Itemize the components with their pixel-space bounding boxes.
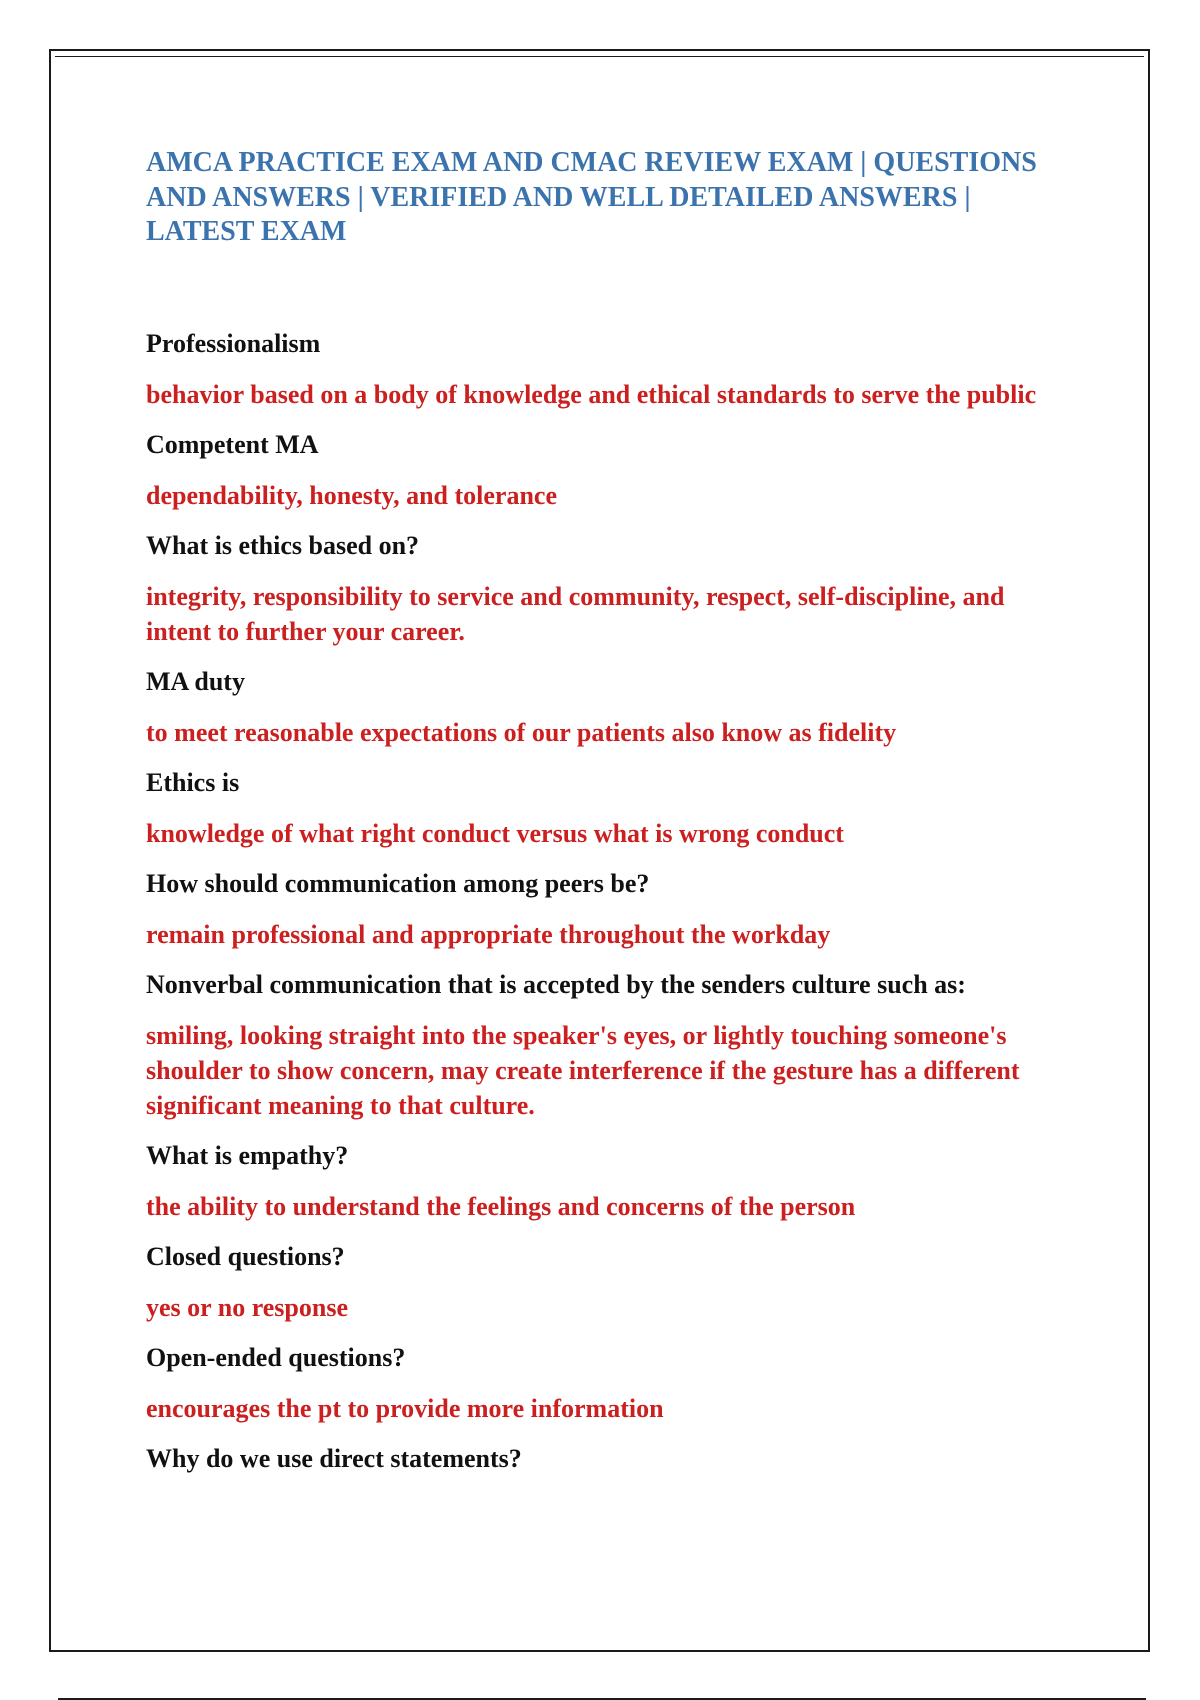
- qa-item: [146, 1441, 1066, 1477]
- answer-text: yes or no response: [146, 1292, 348, 1322]
- qa-item: [146, 1239, 1066, 1325]
- answer-text: the ability to understand the feelings and concerns of the person: [146, 1191, 856, 1221]
- question-text: Closed questions?: [146, 1241, 345, 1271]
- qa-item: [146, 528, 1066, 649]
- answer-text: knowledge of what right conduct versus what is wrong conduct: [146, 818, 844, 848]
- qa-list: [146, 326, 1066, 1477]
- question-text: What is empathy?: [146, 1140, 349, 1170]
- question-text: Why do we use direct statements?: [146, 1443, 522, 1473]
- answer-text: dependability, honesty, and tolerance: [146, 480, 557, 510]
- question-text: How should communication among peers be?: [146, 868, 650, 898]
- question-text: What is ethics based on?: [146, 530, 420, 560]
- qa-item: [146, 866, 1066, 952]
- qa-item: [146, 1340, 1066, 1426]
- question-text: Open-ended questions?: [146, 1342, 406, 1372]
- qa-item: [146, 664, 1066, 750]
- answer-text: encourages the pt to provide more information: [146, 1393, 664, 1423]
- question-text: Professionalism: [146, 328, 321, 358]
- page-border-top-rule: [55, 56, 1144, 57]
- answer-text: remain professional and appropriate throughout the workday: [146, 919, 831, 949]
- answer-text: integrity, responsibility to service and community, respect, self-discipline, and intent to further your career.: [146, 581, 1005, 646]
- qa-item: [146, 765, 1066, 851]
- qa-item: [146, 326, 1066, 412]
- question-text: MA duty: [146, 666, 245, 696]
- answer-text: smiling, looking straight into the speaker's eyes, or lightly touching someone's shoulder to show concern, may create interference if the gesture has a different significant meaning to that culture.: [146, 1020, 1020, 1120]
- document-title: AMCA PRACTICE EXAM AND CMAC REVIEW EXAM | QUESTIONS AND ANSWERS | VERIFIED AND WELL DETAILED ANSWERS | LATEST EXAM: [146, 147, 1037, 247]
- qa-item: [146, 1138, 1066, 1224]
- question-text: Nonverbal communication that is accepted by the senders culture such as:: [146, 969, 966, 999]
- question-text: Competent MA: [146, 429, 319, 459]
- document-content: [146, 146, 1066, 1492]
- qa-item: [146, 967, 1066, 1123]
- qa-item: [146, 427, 1066, 513]
- answer-text: behavior based on a body of knowledge and ethical standards to serve the public: [146, 379, 1037, 409]
- question-text: Ethics is: [146, 767, 240, 797]
- answer-text: to meet reasonable expectations of our patients also know as fidelity: [146, 717, 897, 747]
